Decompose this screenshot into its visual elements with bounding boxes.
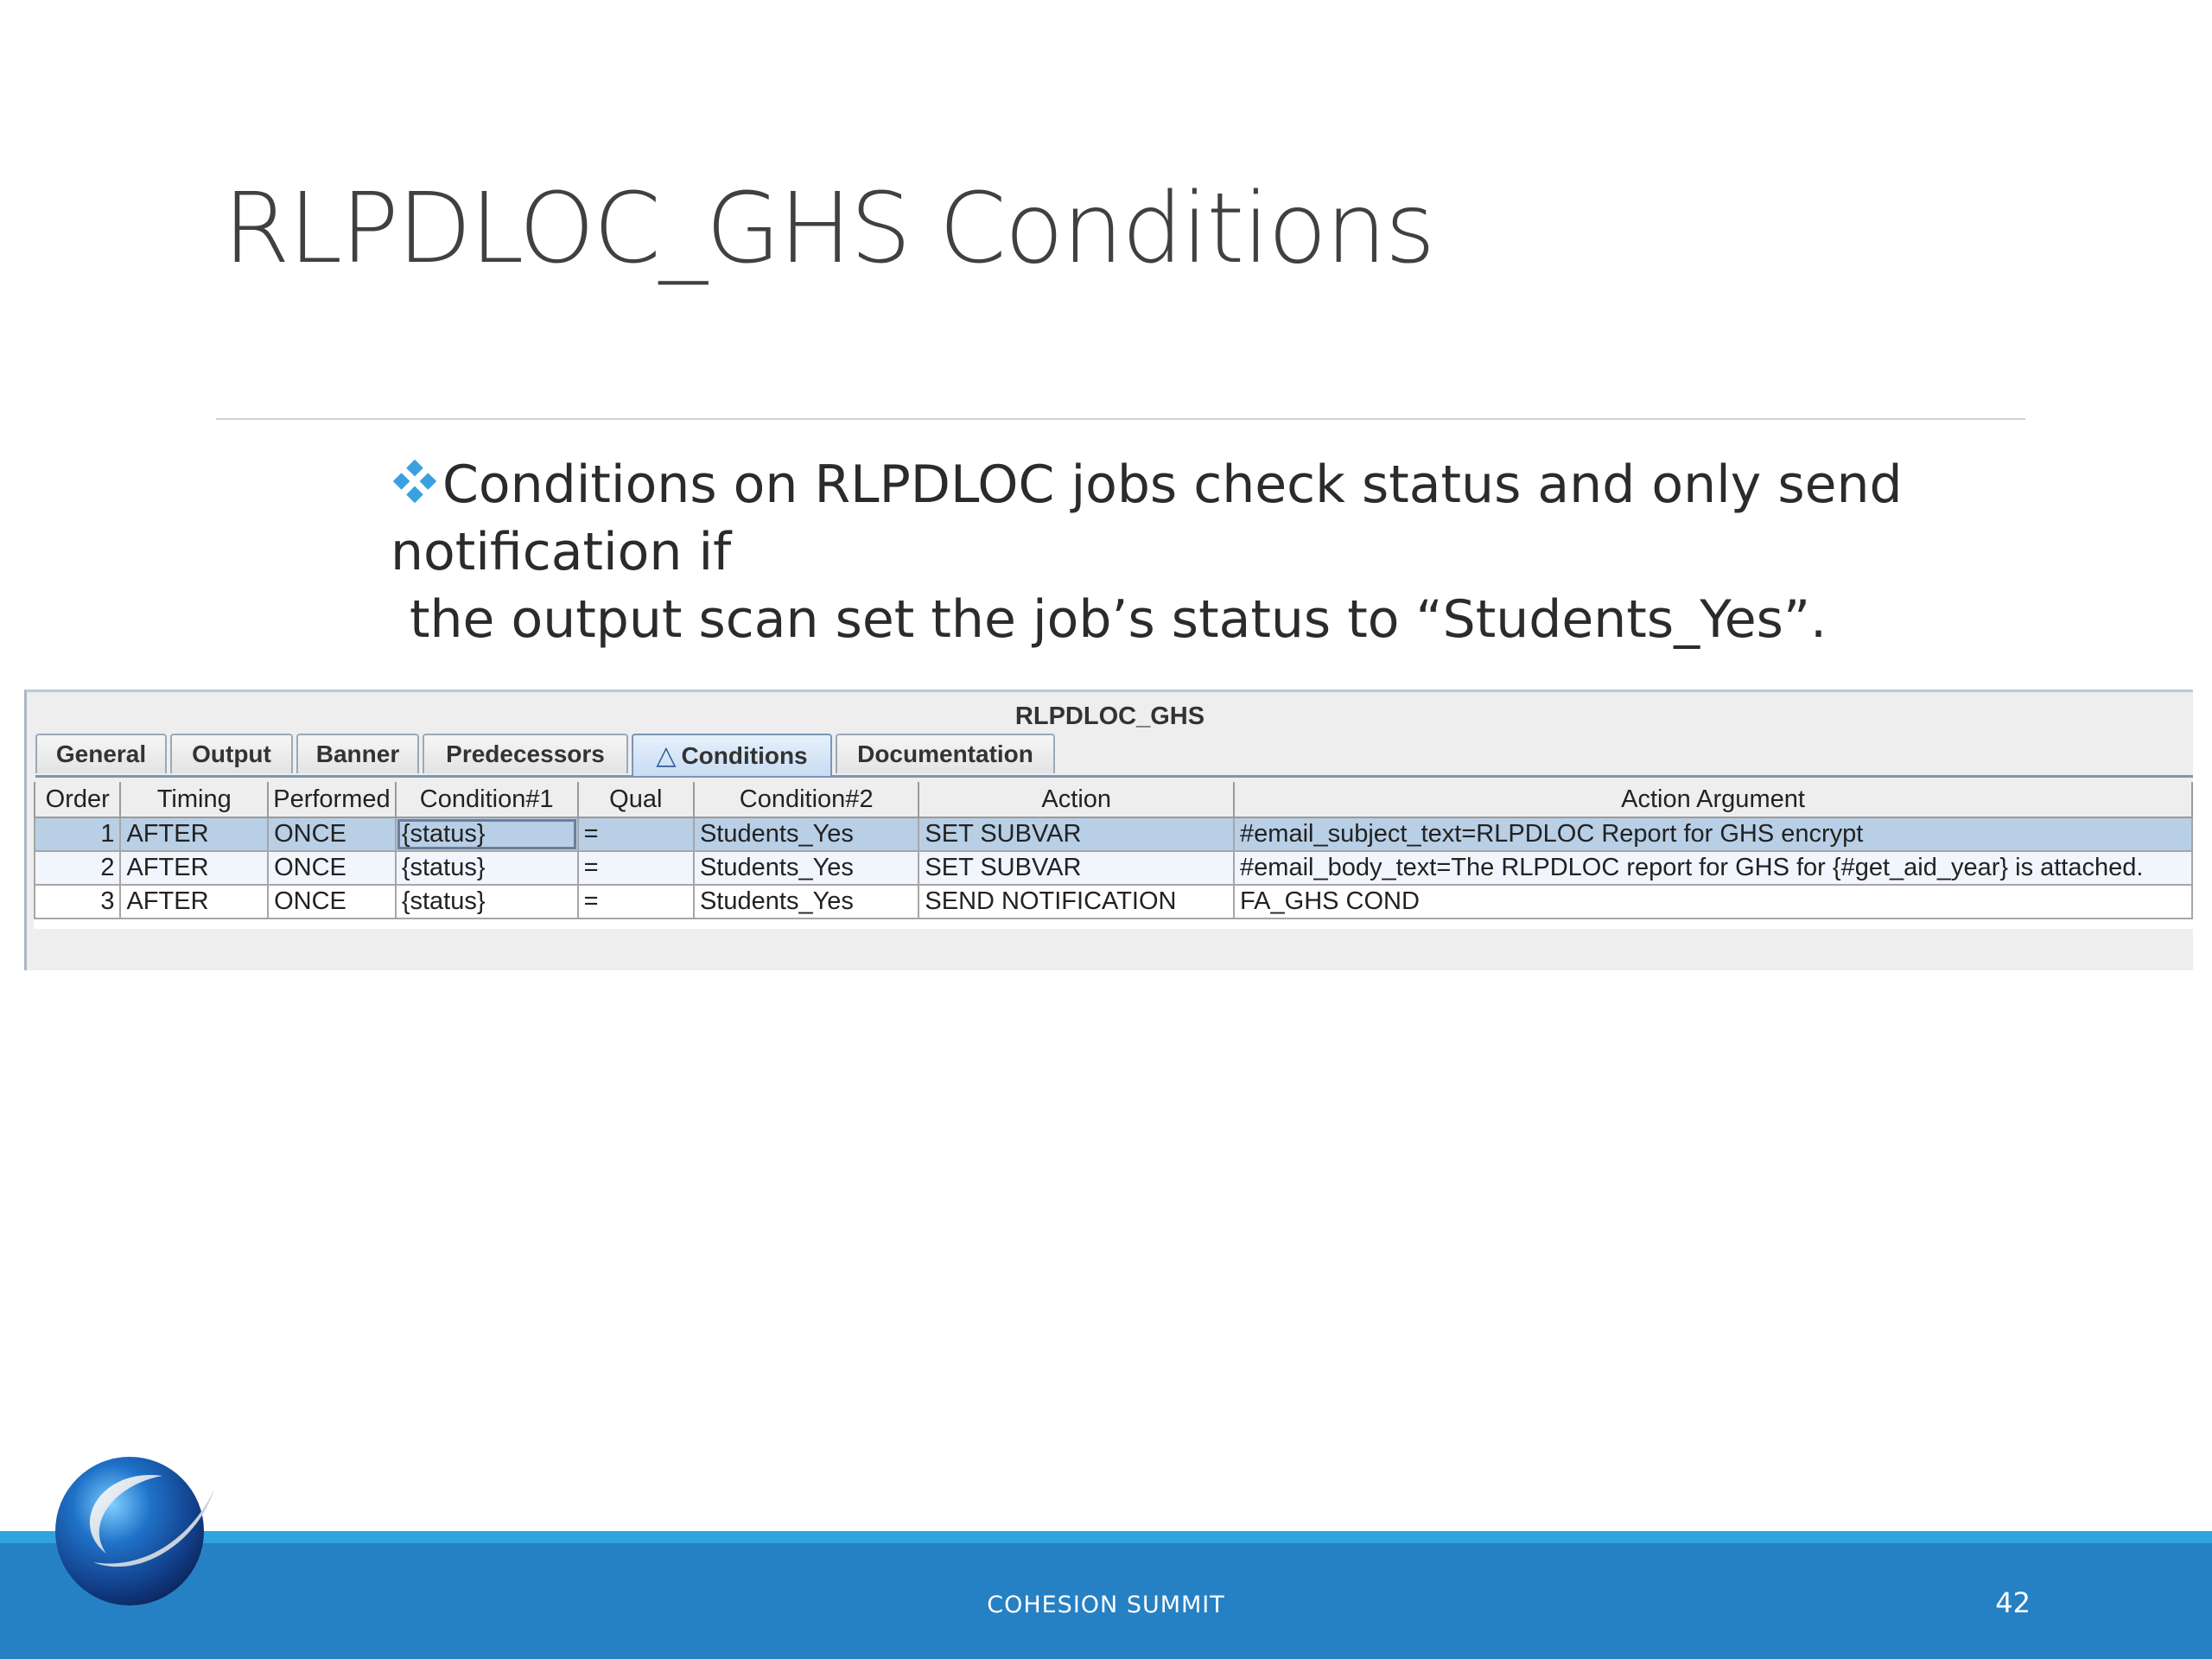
title-divider <box>216 418 2025 420</box>
cell-timing[interactable]: AFTER <box>120 885 268 918</box>
globe-swoosh-logo-icon <box>33 1441 232 1605</box>
cell-condition1[interactable]: {status} <box>396 885 578 918</box>
window-title: RLPDLOC_GHS <box>1014 702 1205 730</box>
tab-label: Banner <box>315 741 400 767</box>
cell-order[interactable]: 1 <box>35 817 120 851</box>
cell-qual[interactable]: = <box>578 851 694 885</box>
tab-conditions[interactable] <box>632 734 832 776</box>
table-row[interactable] <box>35 817 2192 851</box>
tab-label: Documentation <box>857 741 1033 767</box>
cell-condition2[interactable]: Students_Yes <box>694 817 918 851</box>
tab-label: Output <box>192 741 271 767</box>
table-row[interactable] <box>35 885 2192 918</box>
cell-performed[interactable]: ONCE <box>268 817 396 851</box>
cell-action[interactable]: SET SUBVAR <box>918 851 1234 885</box>
cell-performed[interactable]: ONCE <box>268 851 396 885</box>
column-header[interactable]: Order <box>35 782 120 817</box>
cell-condition1[interactable]: {status} <box>396 817 578 851</box>
tab-general[interactable] <box>35 734 167 773</box>
bullet-line-2: the output scan set the job’s status to “Students_Yes”. <box>410 589 1827 650</box>
cell-condition2[interactable]: Students_Yes <box>694 885 918 918</box>
column-header[interactable]: Action Argument <box>1234 782 2192 817</box>
cell-order[interactable]: 2 <box>35 851 120 885</box>
page-number: 42 <box>1995 1586 2031 1619</box>
column-header[interactable]: Action <box>918 782 1234 817</box>
cell-timing[interactable]: AFTER <box>120 817 268 851</box>
conditions-grid-area <box>34 782 2193 929</box>
tab-label: Predecessors <box>446 741 605 767</box>
cell-action[interactable]: SET SUBVAR <box>918 817 1234 851</box>
column-header[interactable]: Timing <box>120 782 268 817</box>
cell-action[interactable]: SEND NOTIFICATION <box>918 885 1234 918</box>
tab-banner[interactable] <box>296 734 419 773</box>
tab-documentation[interactable] <box>836 734 1055 773</box>
cell-action-argument[interactable]: FA_GHS COND <box>1234 885 2192 918</box>
column-header[interactable]: Condition#1 <box>396 782 578 817</box>
cell-qual[interactable]: = <box>578 885 694 918</box>
four-diamond-bullet-icon <box>391 457 439 505</box>
tab-output[interactable] <box>170 734 293 773</box>
tab-bar <box>35 734 2193 778</box>
tab-label: General <box>55 741 147 767</box>
cell-performed[interactable]: ONCE <box>268 885 396 918</box>
warning-triangle-icon: △ <box>656 741 677 770</box>
cell-order[interactable]: 3 <box>35 885 120 918</box>
bullet-line-1: Conditions on RLPDLOC jobs check status and only send notification if <box>391 454 1903 582</box>
table-row[interactable] <box>35 851 2192 885</box>
footer-stripe <box>0 1531 2212 1543</box>
slide-title: RLPDLOC_GHS Conditions <box>223 173 1434 285</box>
cell-action-argument[interactable]: #email_body_text=The RLPDLOC report for GHS for {#get_aid_year} is attached. <box>1234 851 2192 885</box>
job-window <box>24 690 2193 970</box>
tab-label: Conditions <box>681 741 808 769</box>
conditions-table <box>34 782 2193 919</box>
column-header[interactable]: Qual <box>578 782 694 817</box>
cell-action-argument[interactable]: #email_subject_text=RLPDLOC Report for GHS encrypt <box>1234 817 2192 851</box>
table-header <box>35 782 2192 817</box>
bullet-text <box>391 451 2188 653</box>
cell-qual[interactable]: = <box>578 817 694 851</box>
cell-condition2[interactable]: Students_Yes <box>694 851 918 885</box>
cell-condition1[interactable]: {status} <box>396 851 578 885</box>
column-header[interactable]: Condition#2 <box>694 782 918 817</box>
cell-timing[interactable]: AFTER <box>120 851 268 885</box>
tab-predecessors[interactable] <box>423 734 628 773</box>
footer-text: COHESION SUMMIT <box>987 1592 1225 1618</box>
column-header[interactable]: Performed <box>268 782 396 817</box>
